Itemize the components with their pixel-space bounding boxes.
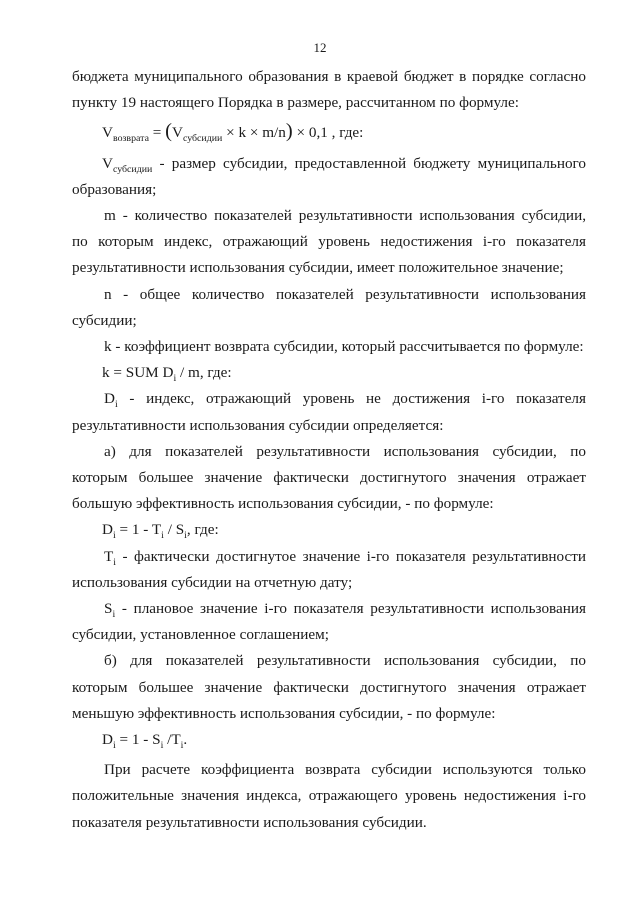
formula-subscript: i (180, 740, 184, 752)
definition-s (72, 596, 586, 648)
formula-operator: = (148, 124, 166, 142)
formula-subscript: i (112, 530, 116, 542)
formula-subscript: i (112, 740, 116, 752)
formula-symbol: S (104, 600, 113, 618)
definition-m: m - количество показателей результативности использования субсидии, по которым индекс, отражающий уровень недостижения i-го показателя результативности использования субсидии, имеет положительное значение; (72, 207, 586, 277)
formula-expression: = 1 - S (115, 731, 161, 749)
formula-subscript: i (173, 373, 177, 385)
formula-paren-open: ( (165, 120, 172, 143)
formula-expression: = 1 - T (115, 521, 162, 539)
formula-subscript: i (113, 556, 117, 568)
page-number: 12 (313, 40, 327, 55)
formula-paren-close: ) (285, 120, 293, 143)
formula-d-case-a (72, 517, 586, 543)
formula-expression: × k × m/n (222, 124, 286, 142)
formula-symbol: D (102, 521, 113, 539)
definition-text: - размер субсидии, предоставленной бюджету муниципального образования; (72, 154, 586, 198)
formula-symbol: V (102, 154, 113, 172)
formula-subscript: i (112, 609, 116, 621)
formula-expression: /T (163, 731, 181, 749)
formula-symbol: D (102, 731, 113, 749)
definition-n: n - общее количество показателей результативности использования субсидии; (72, 285, 586, 329)
case-a: а) для показателей результативности использования субсидии, по которым большее значение фактически достигнутого значения отражает большую эффективность использования субсидии, - по формуле: (72, 442, 586, 513)
document-body (72, 64, 586, 836)
formula-subscript: i (161, 530, 164, 542)
definition-t (72, 544, 586, 596)
definition-k: k - коэффициент возврата субсидии, который рассчитывается по формуле: (104, 338, 584, 356)
formula-symbol: V (102, 124, 113, 142)
formula-subscript: i (160, 740, 164, 752)
paragraph-intro: бюджета муниципального образования в краевой бюджет в порядке согласно пункту 19 настоящего Порядка в размере, рассчитанном по формуле: (72, 68, 586, 112)
formula-d-case-b (72, 727, 586, 753)
formula-subscript: субсидии (182, 133, 223, 145)
formula-subscript: возврата (112, 133, 149, 145)
formula-symbol: T (104, 547, 114, 565)
paragraph-closing: При расчете коэффициента возврата субсидии используются только положительные значения индекса, отражающего уровень недостижения i-го показателя результативности использования субсидии. (72, 761, 586, 831)
formula-return-amount (72, 120, 586, 146)
case-b: б) для показателей результативности использования субсидии, по которым большее значение фактически достигнутого значения отражает меньшую эффективность использования субсидии, - по формуле: (72, 652, 586, 722)
formula-subscript: субсидии (112, 163, 153, 175)
definition-v-subsidy (72, 151, 586, 203)
formula-symbol: D (104, 390, 115, 408)
definition-d (72, 386, 586, 438)
formula-expression: , где: (186, 521, 219, 539)
formula-subscript: i (114, 399, 118, 411)
formula-expression: k = SUM D (102, 364, 174, 382)
definition-text: - фактически достигнутое значение i-го показателя результативности использования субсидии на отчетную дату; (72, 547, 586, 591)
formula-subscript: i (184, 530, 187, 542)
formula-expression: . (183, 731, 188, 749)
definition-text: - плановое значение i-го показателя результативности использования субсидии, установленное соглашением; (72, 600, 586, 644)
definition-text: - индекс, отражающий уровень не достижения i-го показателя результативности использования субсидии определяется: (72, 390, 586, 434)
formula-symbol: V (171, 124, 183, 142)
formula-k (72, 360, 586, 386)
formula-expression: / S (163, 521, 185, 539)
formula-expression: × 0,1 , где: (292, 124, 364, 142)
formula-expression: / m, где: (176, 364, 232, 382)
